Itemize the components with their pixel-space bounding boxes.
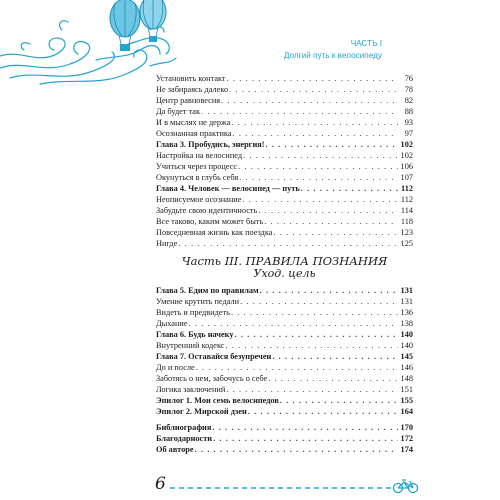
toc-row: Логика заключений . . . 151 [156, 384, 413, 395]
running-head-part: ЧАСТЬ I [350, 39, 382, 48]
footer-dashed-line [170, 478, 420, 494]
toc-chapter-row: Глава 5. Едим по правилам . . . 131 [156, 285, 413, 296]
toc-row: Заботясь о нем, забочусь о себе . . . 148 [156, 373, 413, 384]
toc-chapter-row: Библиография . . . 170 [156, 422, 413, 433]
toc-row: Все таково, каким может быть . . . 118 [156, 216, 413, 227]
toc-row: Внутренний кодекс . . . 140 [156, 340, 413, 351]
part-subtitle: Уход. цель [253, 267, 316, 280]
toc-chapter-row: Глава 7. Оставайся безупречен . . . 145 [156, 351, 413, 362]
balloon-icon [140, 0, 166, 42]
toc-row: Нигде . . . 125 [156, 238, 413, 249]
toc-row: Умение крутить педали . . . 131 [156, 296, 413, 307]
toc-row: Настройка на велосипед . . . 102 [156, 150, 413, 161]
toc-row: Учиться через процесс . . . 106 [156, 161, 413, 172]
toc-chapter-row: Глава 6. Будь начеку . . . 140 [156, 329, 413, 340]
toc-chapter-row: Эпилог 2. Мирской дзен . . . 164 [156, 406, 413, 417]
toc-chapter-row: Эпилог 1. Мои семь велосипедов . . . 155 [156, 395, 413, 406]
bicycle-icon [394, 480, 418, 493]
toc-row: Забудьте свою идентичность . . . 114 [156, 205, 413, 216]
part-heading: Часть III. ПРАВИЛА ПОЗНАНИЯ [181, 254, 388, 268]
toc-chapter-row: Об авторе . . . 174 [156, 444, 413, 455]
toc-row: Осознанная практика . . . 97 [156, 128, 413, 139]
toc-row: Установить контакт . . . 76 [156, 73, 413, 84]
balloon-icon [110, 0, 140, 51]
toc-row: До и после . . . 146 [156, 362, 413, 373]
toc-row: Повседневная жизнь как поездка . . . 123 [156, 227, 413, 238]
running-head-title: Долгий путь к велосипеду [283, 51, 382, 60]
toc-row: Не забираясь далеко . . . 78 [156, 84, 413, 95]
toc-chapter-row: Глава 3. Пробудись, энергия! . . . 102 [156, 139, 413, 150]
running-head [284, 38, 382, 62]
toc-chapter-row: Благодарности . . . 172 [156, 433, 413, 444]
toc-row: Дыхание . . . 138 [156, 318, 413, 329]
toc-row: Окунуться в глубь себя . . . 107 [156, 172, 413, 183]
toc-row: Видеть и предвидеть . . . 136 [156, 307, 413, 318]
toc-row: Да будет так . . . 88 [156, 106, 413, 117]
toc-row: Центр равновесия . . . 82 [156, 95, 413, 106]
toc-row: Неописуемое осознание . . . 112 [156, 194, 413, 205]
page-number: 6 [155, 474, 166, 494]
toc-row: И в мыслях не держа . . . 93 [156, 117, 413, 128]
toc-chapter-row: Глава 4. Человек — велосипед — путь . . . 112 [156, 183, 413, 194]
